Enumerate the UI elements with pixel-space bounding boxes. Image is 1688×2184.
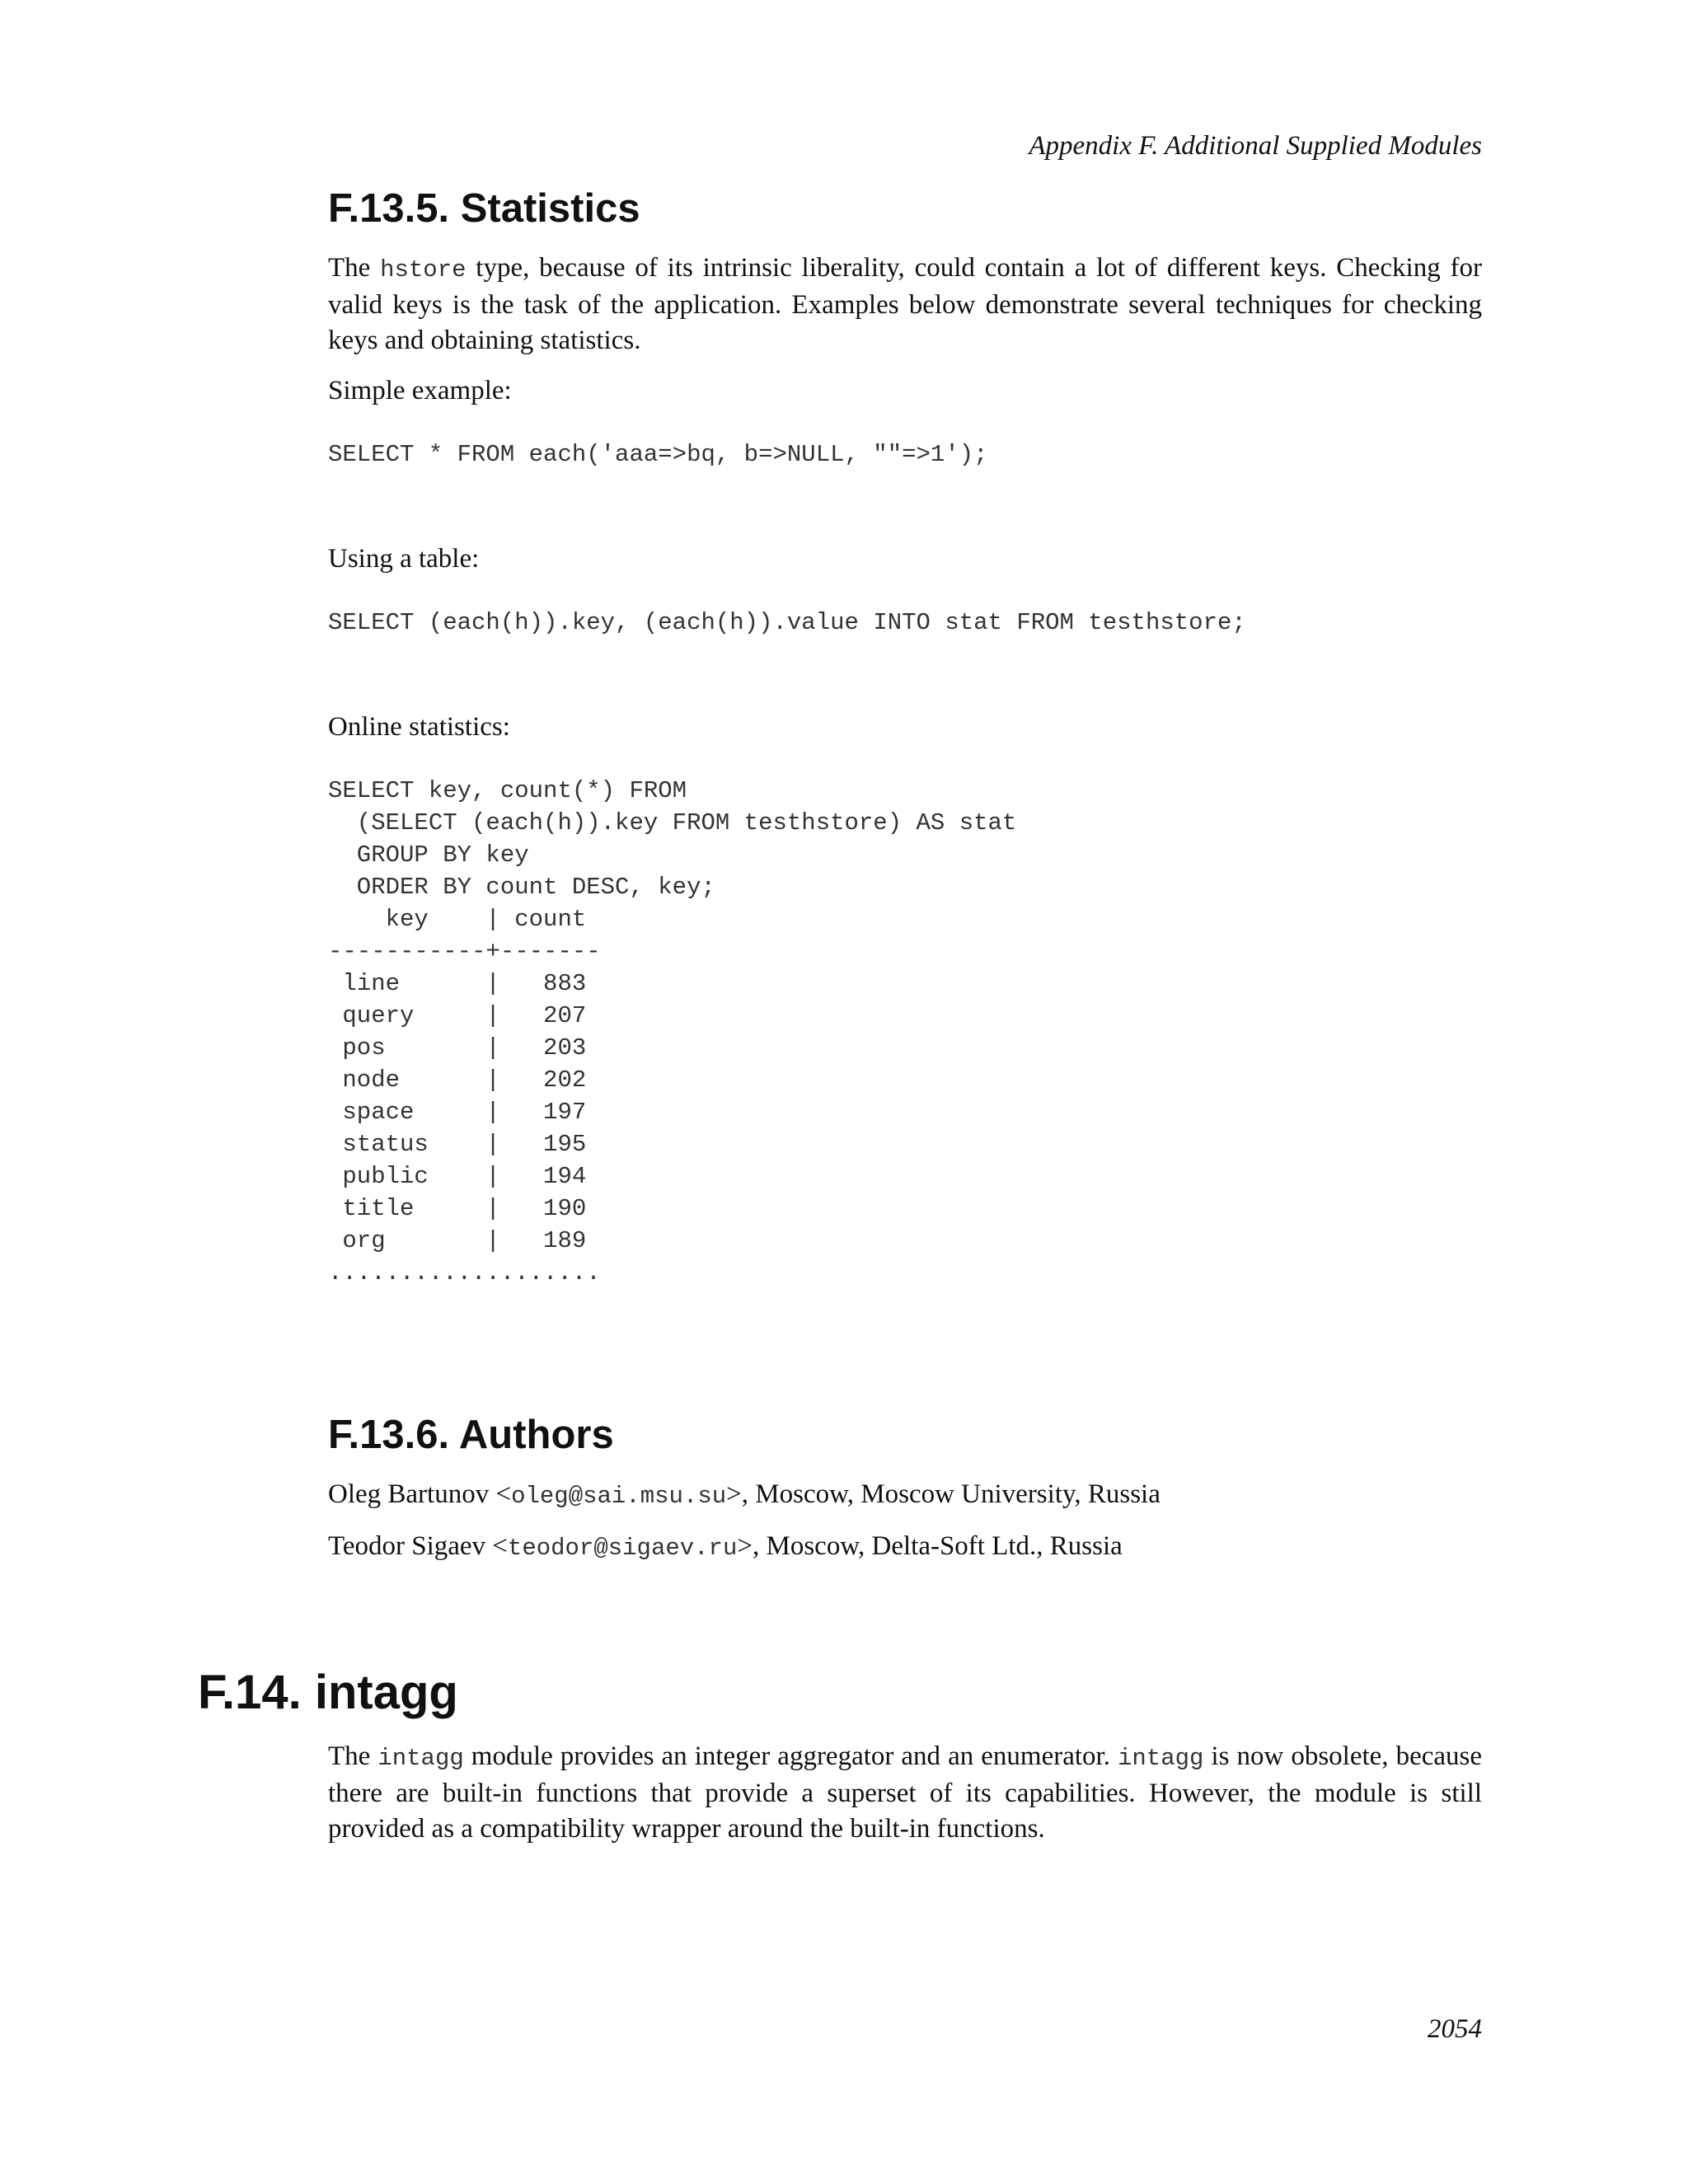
intagg-text-1: The <box>328 1741 378 1771</box>
intro-text-rest: type, because of its intrinsic liberality, could contain a lot of different keys. Checking for valid keys is the task of the application. Examples below demonstrate several techniques for checking keys and obtaining statistics. <box>328 253 1482 355</box>
author-line-bartunov <box>328 1477 1482 1514</box>
page-content <box>198 183 1483 1862</box>
author-email: teodor@sigaev.ru <box>507 1535 738 1562</box>
intro-text-start: The <box>328 253 381 283</box>
author-affiliation: >, Moscow, Delta-Soft Ltd., Russia <box>737 1531 1123 1561</box>
chapter-spacer <box>328 1581 1482 1663</box>
intagg-text-2: module provides an integer aggregator and an enumerator. <box>463 1741 1118 1771</box>
using-table-code: SELECT (each(h)).key, (each(h)).value INTO stat FROM testhstore; <box>328 609 1246 636</box>
author-name: Oleg Bartunov < <box>328 1479 512 1509</box>
section-heading-authors: F.13.6. Authors <box>328 1413 614 1457</box>
using-table-label: Using a table: <box>328 544 480 574</box>
online-statistics-code: SELECT key, count(*) FROM (SELECT (each(h)).key FROM testhstore) AS stat GROUP BY key ORDER BY count DESC, key; key | count -----------+------- line | 883 query | 207 pos | 203 node | 202 space | 197 status | 195 public | 194 title | 190 org | 189 ................... <box>328 777 1017 1286</box>
author-affiliation: >, Moscow, Moscow University, Russia <box>726 1479 1160 1509</box>
chapter-heading-intagg: F.14. intagg <box>198 1666 458 1719</box>
section-spacer <box>328 1360 1482 1409</box>
author-email: oleg@sai.msu.su <box>511 1483 727 1510</box>
page-number: 2054 <box>1428 2014 1482 2044</box>
online-statistics-label: Online statistics: <box>328 712 510 742</box>
running-header: Appendix F. Additional Supplied Modules <box>1029 131 1482 161</box>
intagg-paragraph <box>328 1739 1482 1847</box>
author-name: Teodor Sigaev < <box>328 1531 508 1561</box>
section-heading-statistics: F.13.5. Statistics <box>328 186 640 231</box>
author-line-sigaev <box>328 1529 1482 1566</box>
inline-code-intagg: intagg <box>377 1745 464 1772</box>
intagg-text-3: is now obsolete, because there are built-in functions that provide a superset of its capabilities. However, the module is still provided as a compatibility wrapper around the built-in functions. <box>328 1741 1483 1844</box>
inline-code-hstore: hstore <box>380 256 467 284</box>
simple-example-code: SELECT * FROM each('aaa=>bq, b=>NULL, ""=>1'); <box>328 441 988 468</box>
inline-code-intagg-2: intagg <box>1117 1745 1204 1772</box>
simple-example-label: Simple example: <box>328 376 512 405</box>
statistics-intro-paragraph <box>328 251 1482 359</box>
